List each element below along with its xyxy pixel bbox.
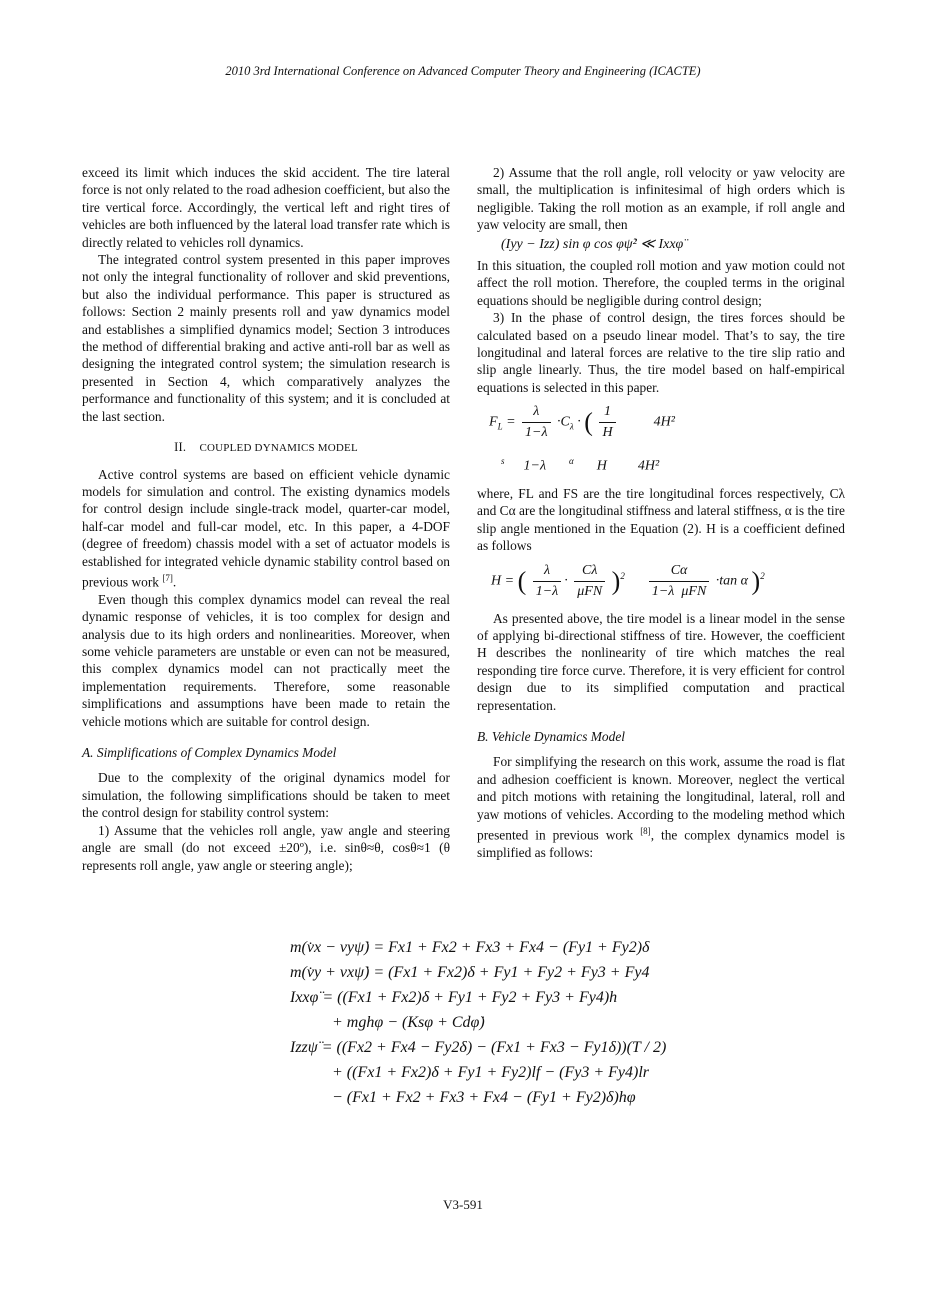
- equation-line: Ixxφ̈ = ((Fx1 + Fx2)δ + Fy1 + Fy2 + Fy3 + Fy4)h: [290, 989, 618, 1006]
- denominator: 1−λ: [525, 425, 548, 441]
- section-number: II.: [174, 440, 187, 455]
- denominator: [649, 582, 709, 602]
- eq-coef: ·C: [557, 415, 570, 430]
- eq-fragment: α: [569, 456, 574, 467]
- left-column: [82, 164, 450, 874]
- equation-roll-inequality: (Iyy − Izz) sin φ cos φψ̇² ≪ Ixxφ̈: [501, 236, 684, 252]
- numerator: λ: [522, 402, 551, 423]
- fraction: [649, 561, 709, 602]
- denominator: μFN: [577, 583, 603, 599]
- fraction: [574, 561, 605, 602]
- paragraph: [477, 753, 845, 861]
- equation-coefficient-h: H = ( $\frac{\lambda}{1-\lambda}$ · $\frac{C\lambda}{\text{μFN}}$ )$^2$ $\frac{C\alpha}{\text{1−λ μFN}}$ ·tan α )$^2$: [491, 561, 845, 602]
- dynamics-equation-system: [290, 935, 710, 1110]
- numerator: Cα: [649, 561, 709, 582]
- fraction: [522, 402, 551, 443]
- paragraph: 2) Assume that the roll angle, roll velocity or yaw velocity are small, the multiplication is infinitesimal of high orders which is negligible. Taking the roll motion as an example, if roll angle and yaw velocity are small, then: [477, 165, 845, 233]
- fraction: [533, 561, 562, 602]
- paragraph: In this situation, the coupled roll motion and yaw motion could not affect the roll motion. Therefore, the coupled terms in the original equations should be negligible during control design;: [477, 258, 845, 308]
- subsection-heading: A. Simplifications of Complex Dynamics Model: [82, 745, 337, 761]
- eq-fragment: 4H²: [637, 458, 660, 474]
- right-column: [477, 164, 845, 861]
- numerator: λ: [533, 561, 562, 582]
- eq-fragment: H: [596, 458, 607, 474]
- equation-lateral-force-fragment: [501, 451, 845, 477]
- eq-lhs: F: [489, 415, 498, 430]
- denominator-part: μFN: [681, 583, 707, 599]
- eq-term: 4H²: [653, 415, 675, 430]
- conference-header: 2010 3rd International Conference on Advanced Computer Theory and Engineering (ICACTE): [225, 64, 701, 78]
- eq-tan: ·tan α: [715, 573, 749, 589]
- numerator: 1: [599, 402, 615, 423]
- paragraph-text: Active control systems are based on efficient vehicle dynamic models for simulation and control. The existing dynamics models for control design include single-track model, quarter-car model, half-car model and full-car model, etc. In this paper, a 4-DOF (degree of freedom) chassis model with a set of actuator models is established for integrated vehicle dynamic stability control based on previous work: [82, 466, 450, 590]
- equation-line: m(v̇y + vxψ̇) = (Fx1 + Fx2)δ + Fy1 + Fy2 + Fy3 + Fy4: [290, 964, 650, 981]
- paragraph: [82, 466, 450, 591]
- page-number: V3-591: [443, 1197, 483, 1212]
- equation-line: + mghφ − (Ksφ + Cdφ̇): [332, 1014, 485, 1031]
- eq-fragment: 1−λ: [523, 458, 547, 474]
- denominator-part: 1−λ: [651, 583, 675, 599]
- reference-marker: [7]: [162, 572, 173, 583]
- section-heading: [82, 439, 450, 457]
- paragraph: exceed its limit which induces the skid accident. The tire lateral force is not only related to the road adhesion coefficient, but also the tire vertical force. Accordingly, the vertical left and right tires of vehicles are both influenced by the lateral load transfer rate which is directly related to vehicles roll dynamics.: [82, 165, 450, 250]
- paragraph-end: .: [172, 574, 177, 590]
- equation-line: − (Fx1 + Fx2 + Fx3 + Fx4 − (Fy1 + Fy2)δ)hφ: [332, 1089, 636, 1106]
- paragraph: 3) In the phase of control design, the tires forces should be calculated based on a pseudo linear model. That’s to say, the tire longitudinal and lateral forces are relative to the tire slip ratio and slip angle linearly. Thus, the tire model based on half-empirical equations is selected in this paper.: [477, 310, 845, 395]
- paragraph: The integrated control system presented in this paper improves not only the integral functionality of rollover and skid preventions, but also the individual performance. This paper is structured as follows: Section 2 mainly presents roll and yaw dynamics model and establishes a simplified dynamics model; Section 3 introduces the method of differential braking and active anti-roll bar as well as designing the integrated control system; the simulation research is presented in Section 4, which comparatively analyzes the performance and functionality of this system; and it is concluded at the last section.: [82, 252, 450, 424]
- reference-marker: [8]: [640, 826, 651, 837]
- equation-line: Izzψ̈ = ((Fx2 + Fx4 − Fy2δ) − (Fx1 + Fx3 − Fy1δ))(T / 2): [290, 1039, 667, 1056]
- equation-line: + ((Fx1 + Fx2)δ + Fy1 + Fy2)lf − (Fy3 + Fy4)lr: [332, 1064, 649, 1081]
- denominator: 1−λ: [535, 583, 559, 599]
- eq-fragment: s: [501, 456, 505, 467]
- equation-longitudinal-force: $F_L$ = $\frac{\lambda}{1-\lambda}$ $\cdot C_\lambda$ · ( $\frac{1}{H}$ 4H²: [489, 402, 845, 443]
- paragraph: Even though this complex dynamics model can reveal the real dynamic response of vehicles, it is too complex for design and analysis due to its high orders and nonlinearities. Moreover, when some vehicle parameters are unstable or even can not be measured, this complex dynamics model can not practically meet the implementation requirements. Therefore, some reasonable simplifications and assumptions have been made to retain the vehicle motions which are suitable for control design.: [82, 591, 450, 729]
- subsection-heading: B. Vehicle Dynamics Model: [477, 729, 625, 744]
- eq-lhs: H =: [491, 573, 515, 589]
- paragraph: where, FL and FS are the tire longitudinal forces respectively, Cλ and Cα are the longitudinal stiffness and lateral stiffness, α is the tire slip angle mentioned in the Equation (2). H is a coefficient defined as follows: [477, 485, 845, 554]
- fraction: [599, 402, 615, 443]
- paragraph: As presented above, the tire model is a linear model in the sense of applying bi-directional stiffness of tire. However, the coefficient H describes the nonlinearity of tire which matches the real responding tire force curve. Therefore, it is very efficient for control design due to its simplified computation and practical representation.: [477, 610, 845, 713]
- paragraph-text: For simplifying the research on this work, assume the road is flat and adhesion coefficient is known. Moreover, neglect the vertical and pitch motions with retaining the longitudinal, lateral, roll and yaw motions of vehicles. According to the modeling method which presented in previous work: [477, 754, 845, 843]
- paragraph: Due to the complexity of the original dynamics model for simulation, the following simplifications should be taken to meet the control design for stability control system:: [82, 770, 450, 821]
- denominator: H: [602, 425, 613, 441]
- paragraph: 1) Assume that the vehicles roll angle, yaw angle and steering angle are small (do not exceed ±20º), i.e. sinθ≈θ, cosθ≈1 (θ represents roll angle, yaw angle or steering angle);: [82, 822, 450, 873]
- paragraph-end: , the complex dynamics model is simplified as follows:: [477, 827, 845, 860]
- section-title: COUPLED DYNAMICS MODEL: [199, 442, 358, 455]
- equation-line: m(v̇x − vyψ̇) = Fx1 + Fx2 + Fx3 + Fx4 − (Fy1 + Fy2)δ: [290, 939, 650, 956]
- numerator: Cλ: [574, 561, 605, 582]
